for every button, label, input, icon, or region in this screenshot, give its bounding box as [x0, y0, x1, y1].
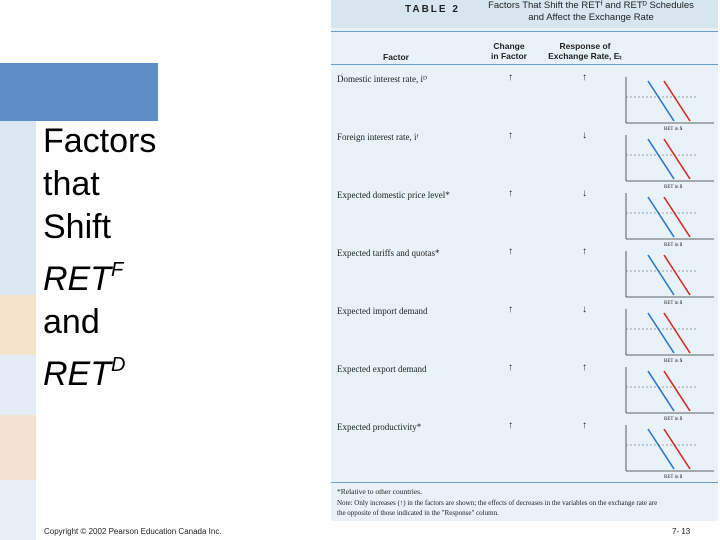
factor-label: Expected tariffs and quotas* [337, 248, 440, 258]
shift-diagram [618, 133, 718, 190]
shift-diagram [618, 75, 718, 132]
response-arrow: ↑ [582, 246, 587, 257]
factor-label: Foreign interest rate, iᶠ [337, 132, 419, 142]
factor-label: Expected import demand [337, 306, 428, 316]
diagram-x-label: RET in $ [664, 359, 683, 364]
factor-label: Expected export demand [337, 364, 427, 374]
shift-diagram [618, 249, 718, 306]
left-band-light [0, 355, 36, 415]
change-arrow: ↑ [508, 420, 513, 431]
response-arrow: ↓ [582, 304, 587, 315]
shift-diagram [618, 365, 718, 422]
factor-label: Expected productivity* [337, 422, 422, 432]
diagram-x-label: RET in $ [664, 127, 683, 132]
title-word: Factors [43, 122, 157, 160]
superscript-d: D [111, 354, 126, 376]
diagram-x-label: RET in $ [664, 301, 683, 306]
title-ret-d [43, 344, 323, 396]
diagram-x-label: RET in $ [664, 475, 683, 480]
shift-diagram [618, 423, 718, 480]
ret-text: RET [43, 260, 111, 298]
response-arrow: ↓ [582, 130, 587, 141]
table-title-line: and Affect the Exchange Rate [528, 12, 654, 23]
column-header-factor: Factor [383, 52, 409, 62]
column-header-change [481, 41, 537, 61]
change-arrow: ↑ [508, 362, 513, 373]
table-note: the opposite of those indicated in the "Response" column. [337, 509, 499, 517]
diagram-x-label: RET in $ [664, 185, 683, 190]
factor-label: Domestic interest rate, iᴰ [337, 74, 427, 84]
column-header-line: in Factor [491, 51, 527, 61]
response-arrow: ↓ [582, 188, 587, 199]
response-arrow: ↑ [582, 362, 587, 373]
title-accent-block [0, 63, 158, 121]
change-arrow: ↑ [508, 188, 513, 199]
shift-diagram [618, 191, 718, 248]
copyright-footer: Copyright © 2002 Pearson Education Canada Inc. [44, 527, 222, 536]
left-band-top [0, 0, 36, 63]
response-arrow: ↑ [582, 420, 587, 431]
shift-diagram [618, 307, 718, 364]
table-header-band [331, 0, 718, 28]
table-bottom-rule [331, 482, 718, 483]
ret-text: RET [43, 355, 111, 393]
column-header-rule [331, 64, 718, 65]
left-band-blue [0, 121, 36, 295]
title-ret-f [43, 249, 323, 301]
column-header-line: Exchange Rate, Eₜ [548, 51, 622, 61]
factor-label: Expected domestic price level* [337, 190, 450, 200]
change-arrow: ↑ [508, 72, 513, 83]
superscript-f: F [111, 259, 124, 281]
table-title-line: Factors That Shift the RETᶠ and RETᴰ Schedules [488, 0, 694, 11]
title-word: and [43, 303, 100, 341]
column-header-response [545, 41, 625, 61]
column-header-line: Change [493, 41, 525, 51]
response-arrow: ↑ [582, 72, 587, 83]
left-band-tan [0, 295, 36, 355]
table-note: Note: Only increases (↑) in the factors are shown; the effects of decreases in the variables on the exchange rate are [337, 499, 658, 507]
table-label: TABLE 2 [405, 4, 460, 15]
page-number: 7- 13 [672, 527, 691, 536]
change-arrow: ↑ [508, 304, 513, 315]
header-rule [331, 31, 718, 32]
left-band-bottom [0, 480, 36, 540]
title-word: that [43, 165, 100, 203]
diagram-x-label: RET in $ [664, 243, 683, 248]
diagram-x-label: RET in $ [664, 417, 683, 422]
table-title [476, 0, 706, 24]
slide-title [43, 120, 323, 396]
left-band-tan-2 [0, 415, 36, 480]
table-footnote: *Relative to other countries. [337, 487, 422, 496]
change-arrow: ↑ [508, 130, 513, 141]
factors-table [331, 0, 718, 521]
column-header-line: Response of [559, 41, 611, 51]
title-word: Shift [43, 208, 112, 246]
change-arrow: ↑ [508, 246, 513, 257]
